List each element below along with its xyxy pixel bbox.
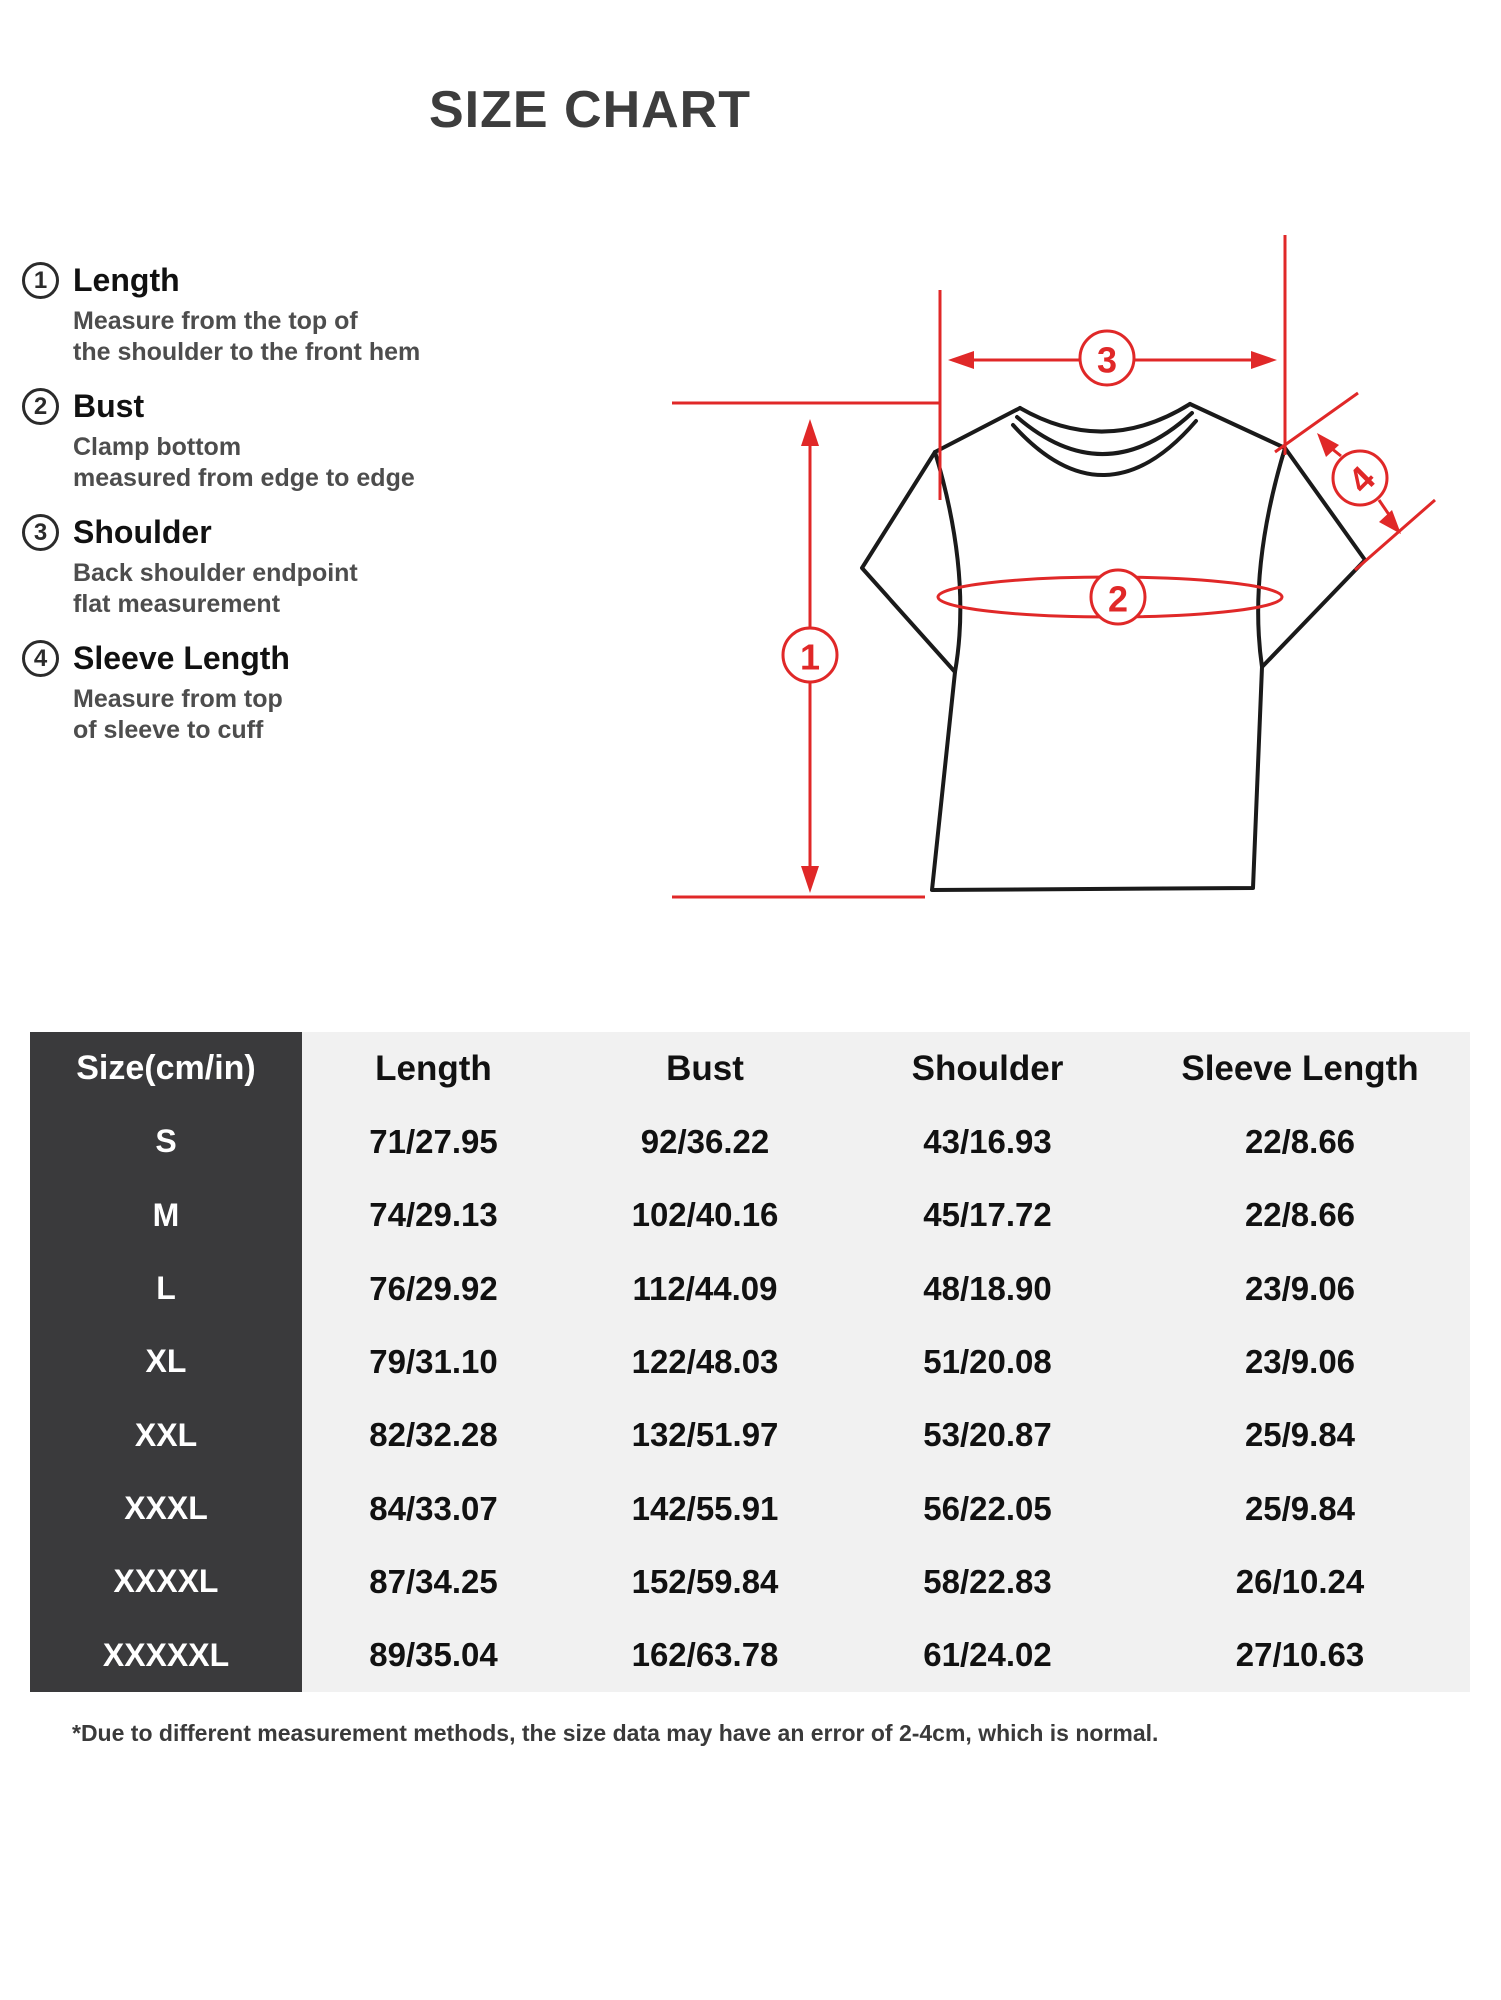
table-header-shoulder: Shoulder bbox=[845, 1032, 1130, 1105]
table-cell: 92/36.22 bbox=[565, 1105, 845, 1178]
guide-desc-bust bbox=[73, 432, 502, 494]
table-cell: 87/34.25 bbox=[302, 1545, 565, 1618]
sleeve-arrowhead-down bbox=[1379, 510, 1401, 534]
number-4-circle-icon: 4 bbox=[22, 640, 59, 677]
guide-head bbox=[22, 514, 502, 551]
callout-3-label: 3 bbox=[1096, 339, 1118, 381]
table-cell: 89/35.04 bbox=[302, 1619, 565, 1692]
table-cell: 152/59.84 bbox=[565, 1545, 845, 1618]
guide-item-sleeve-length bbox=[22, 640, 502, 746]
size-cell: XXXXL bbox=[30, 1545, 302, 1618]
table-cell: 132/51.97 bbox=[565, 1399, 845, 1472]
table-cell: 45/17.72 bbox=[845, 1179, 1130, 1252]
guide-desc-line: of sleeve to cuff bbox=[73, 716, 264, 744]
table-cell: 53/20.87 bbox=[845, 1399, 1130, 1472]
table-cell: 71/27.95 bbox=[302, 1105, 565, 1178]
callout-1-label: 1 bbox=[799, 636, 821, 678]
table-cell: 51/20.08 bbox=[845, 1325, 1130, 1398]
size-cell: M bbox=[30, 1179, 302, 1252]
table-cell: 25/9.84 bbox=[1130, 1399, 1470, 1472]
guide-label-bust: Bust bbox=[73, 388, 145, 424]
table-cell: 84/33.07 bbox=[302, 1472, 565, 1545]
size-cell: XL bbox=[30, 1325, 302, 1398]
number-1-circle-icon: 1 bbox=[22, 262, 59, 299]
guide-desc-line: Measure from top bbox=[73, 685, 283, 713]
table-cell: 162/63.78 bbox=[565, 1619, 845, 1692]
page-title: SIZE CHART bbox=[429, 81, 751, 139]
table-cell: 23/9.06 bbox=[1130, 1325, 1470, 1398]
tshirt-outline bbox=[862, 404, 1365, 890]
guide-label-sleeve-length: Sleeve Length bbox=[73, 640, 290, 676]
table-cell: 26/10.24 bbox=[1130, 1545, 1470, 1618]
table-cell: 142/55.91 bbox=[565, 1472, 845, 1545]
table-cell: 76/29.92 bbox=[302, 1252, 565, 1325]
guide-item-shoulder bbox=[22, 514, 502, 620]
measurement-guide bbox=[22, 262, 502, 766]
guide-head bbox=[22, 640, 502, 677]
table-cell: 22/8.66 bbox=[1130, 1179, 1470, 1252]
number-2-circle-icon: 2 bbox=[22, 388, 59, 425]
guide-label-shoulder: Shoulder bbox=[73, 514, 212, 550]
right-armhole-seam bbox=[1258, 448, 1285, 667]
measurement-disclaimer: *Due to different measurement methods, the size data may have an error of 2-4cm, which is normal. bbox=[72, 1720, 1159, 1746]
table-cell: 82/32.28 bbox=[302, 1399, 565, 1472]
table-cell: 22/8.66 bbox=[1130, 1105, 1470, 1178]
table-cell: 27/10.63 bbox=[1130, 1619, 1470, 1692]
shoulder-arrowhead-right bbox=[1251, 351, 1277, 369]
guide-item-bust bbox=[22, 388, 502, 494]
sleeve-lower-tick-line bbox=[1355, 500, 1435, 570]
table-cell: 61/24.02 bbox=[845, 1619, 1130, 1692]
table-cell: 74/29.13 bbox=[302, 1179, 565, 1252]
sleeve-upper-tick-line bbox=[1275, 393, 1358, 452]
measurement-annotations bbox=[672, 235, 1435, 897]
table-cell: 56/22.05 bbox=[845, 1472, 1130, 1545]
table-cell: 25/9.84 bbox=[1130, 1472, 1470, 1545]
guide-head bbox=[22, 262, 502, 299]
guide-desc-line: measured from edge to edge bbox=[73, 464, 415, 492]
guide-desc-shoulder bbox=[73, 558, 502, 620]
callout-2-label: 2 bbox=[1107, 578, 1129, 620]
guide-desc-length bbox=[73, 306, 502, 368]
size-cell: XXXL bbox=[30, 1472, 302, 1545]
table-cell: 122/48.03 bbox=[565, 1325, 845, 1398]
number-3-circle-icon: 3 bbox=[22, 514, 59, 551]
table-cell: 79/31.10 bbox=[302, 1325, 565, 1398]
table-header-bust: Bust bbox=[565, 1032, 845, 1105]
size-cell: L bbox=[30, 1252, 302, 1325]
table-cell: 23/9.06 bbox=[1130, 1252, 1470, 1325]
table-cell: 102/40.16 bbox=[565, 1179, 845, 1252]
size-cell: S bbox=[30, 1105, 302, 1178]
table-header-sleeve: Sleeve Length bbox=[1130, 1032, 1470, 1105]
guide-head bbox=[22, 388, 502, 425]
guide-desc-sleeve-length bbox=[73, 684, 502, 746]
guide-desc-line: flat measurement bbox=[73, 590, 281, 618]
guide-label-length: Length bbox=[73, 262, 180, 298]
tshirt-measurement-diagram bbox=[520, 225, 1460, 935]
guide-desc-line: Measure from the top of bbox=[73, 307, 358, 335]
length-arrowhead-up bbox=[801, 419, 819, 446]
table-cell: 58/22.83 bbox=[845, 1545, 1130, 1618]
guide-desc-line: Clamp bottom bbox=[73, 433, 242, 461]
shoulder-arrowhead-left bbox=[948, 351, 974, 369]
length-arrowhead-down bbox=[801, 866, 819, 893]
guide-desc-line: the shoulder to the front hem bbox=[73, 338, 421, 366]
table-cell: 112/44.09 bbox=[565, 1252, 845, 1325]
guide-item-length bbox=[22, 262, 502, 368]
callout-4-label: 4 bbox=[1339, 457, 1383, 501]
guide-desc-line: Back shoulder endpoint bbox=[73, 559, 358, 587]
collar-front-arc bbox=[1013, 421, 1196, 475]
table-header-size: Size(cm/in) bbox=[30, 1032, 302, 1105]
table-cell: 43/16.93 bbox=[845, 1105, 1130, 1178]
table-header-length: Length bbox=[302, 1032, 565, 1105]
table-cell: 48/18.90 bbox=[845, 1252, 1130, 1325]
size-cell: XXL bbox=[30, 1399, 302, 1472]
size-table bbox=[30, 1032, 1470, 1692]
collar-back-arc bbox=[1020, 404, 1190, 432]
size-cell: XXXXXL bbox=[30, 1619, 302, 1692]
